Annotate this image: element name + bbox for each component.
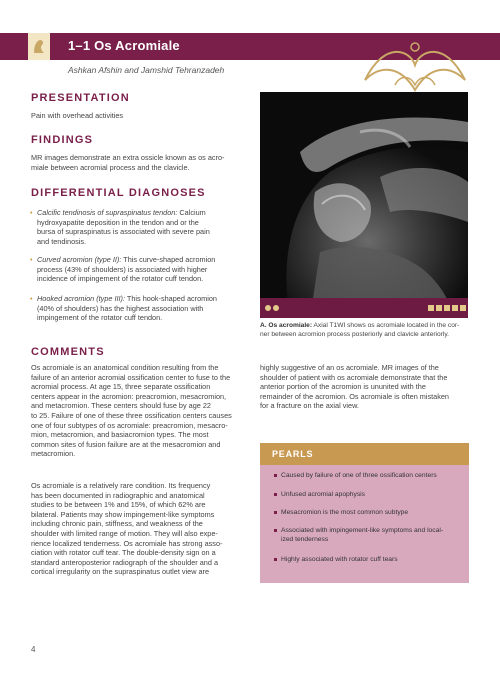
- authors: Ashkan Afshin and Jamshid Tehranzadeh: [68, 65, 225, 75]
- presentation-text: Pain with overhead activities: [31, 111, 124, 120]
- pattern-square-icon: [436, 305, 442, 311]
- pattern-square-icon: [428, 305, 434, 311]
- pearls-heading: PEARLS: [272, 449, 314, 459]
- differential-item: • Calcific tendinosis of supraspinatus tendon: Calcium hydroxyapatite deposition in the tendon and or the bursa of supraspinatus is associated with severe pain and tendinosis.: [30, 208, 210, 246]
- comments-paragraph-2: Os acromiale is a relatively rare condition. Its frequency has been documented in radiographic and anatomical studies to be between 1% and 15%, of which 62% are bilateral. Patients may show impingement-like symptoms including chronic pain, stiffness, and weakness of the shoulder with limited range of motion. They will also expe- rience localized tenderness. Os acromiale has strong asso- ciation with rotator cuff tear. The double-density sign on a standard anteroposterior radiograph of the shoulder and a cortical irregularity on the supraspinatus outlet view are: [31, 481, 223, 577]
- pearl-item: Caused by failure of one of three ossification centers: [281, 472, 461, 481]
- differential-item: • Curved acromion (type II): This curve-shaped acromion process (43% of shoulders) is associated with higher incidence of impingement of the rotator cuff tendon.: [30, 255, 216, 284]
- mri-image: [260, 92, 468, 318]
- page-number: 4: [31, 645, 36, 654]
- pearl-item: Associated with impingement-like symptoms and local- ized tenderness: [281, 527, 461, 545]
- image-indicator-icon: [265, 305, 271, 311]
- shoulder-icon: [32, 38, 46, 55]
- pattern-square-icon: [444, 305, 450, 311]
- pearl-item: Highly associated with rotator cuff tears: [281, 556, 461, 565]
- comments-heading: COMMENTS: [31, 346, 105, 358]
- differential-item: • Hooked acromion (type III): This hook-shaped acromion (40% of shoulders) has the highest association with impingement of the rotator cuff tendon.: [30, 294, 217, 323]
- findings-text: MR images demonstrate an extra ossicle known as os acro- miale between acromial process and the clavicle.: [31, 153, 225, 172]
- chapter-title: 1–1 Os Acromiale: [68, 38, 180, 53]
- pearl-item: Mesacromion is the most common subtype: [281, 509, 461, 518]
- pattern-square-icon: [452, 305, 458, 311]
- chapter-tab: [28, 33, 50, 60]
- differential-heading: DIFFERENTIAL DIAGNOSES: [31, 187, 206, 199]
- findings-heading: FINDINGS: [31, 134, 94, 146]
- figure-caption: A. Os acromiale: Axial T1WI shows os acromiale located in the cor- ner between acromion process posteriorly and clavicle anteriorly.: [260, 322, 460, 338]
- comments-paragraph-1: Os acromiale is an anatomical condition resulting from the failure of an anterior acromial ossification center to fuse to the acromial process. At age 15, three separate ossification centers appear in the acromion: preacromion, mesacromion, and metacromion. These centers should fuse by age 22 to 25. Failure of one of these three ossification centers causes one of four subtypes of os acromiale: preacromion, mesacro- mion, metacromion, and basiacromion types. The most common sites of fusion failure are at the mesacromion and metacromion.: [31, 363, 232, 459]
- pearl-item: Unfused acromial apophysis: [281, 491, 461, 500]
- pattern-square-icon: [460, 305, 466, 311]
- comments-paragraph-3: highly suggestive of an os acromiale. MR images of the shoulder of patient with os acromiale demonstrate that the anterior portion of the acromion is ununited with the remainder of the acromion. Os acromiale is often mistaken for a fracture on the axial view.: [260, 363, 449, 411]
- image-indicator-icon: [273, 305, 279, 311]
- presentation-heading: PRESENTATION: [31, 92, 130, 104]
